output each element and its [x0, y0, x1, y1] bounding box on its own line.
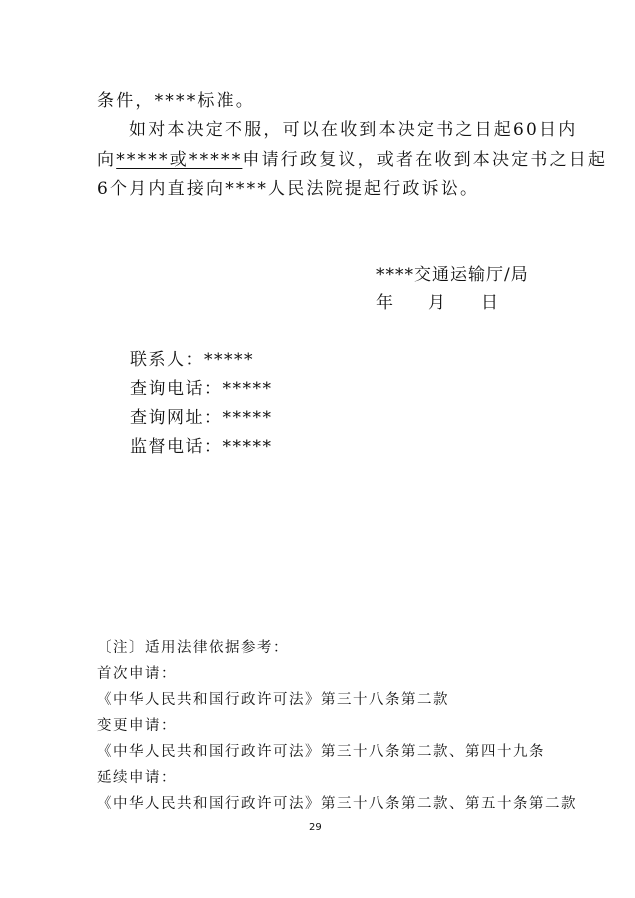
- contact-label: 监督电话：: [130, 437, 223, 457]
- paragraph-line: 如对本决定不服，可以在收到本决定书之日起60日内: [129, 120, 578, 140]
- issuing-authority: ****交通运输厅/局: [376, 265, 529, 285]
- notes-label: 首次申请：: [97, 666, 177, 682]
- paragraph-line: [97, 145, 607, 170]
- contact-line: [130, 432, 273, 457]
- date-line: [0, 288, 635, 312]
- contact-value: *****: [222, 379, 273, 399]
- notes-label: 变更申请：: [97, 718, 177, 734]
- notes-law: 《中华人民共和国行政许可法》第三十八条第二款: [97, 692, 449, 708]
- contact-value: *****: [222, 437, 273, 457]
- contact-label: 查询网址：: [130, 408, 223, 428]
- notes-label: 延续申请：: [97, 770, 177, 786]
- contact-line: [130, 345, 254, 370]
- date-month: 月: [428, 293, 445, 313]
- page-number: 29: [309, 822, 322, 833]
- contact-value: *****: [204, 350, 254, 370]
- paragraph-line: 6个月内直接向****人民法院提起行政诉讼。: [97, 179, 480, 199]
- contact-label: 联系人：: [130, 350, 204, 370]
- date-day: 日: [481, 293, 498, 313]
- contact-line: [130, 374, 273, 399]
- notes-law: 《中华人民共和国行政许可法》第三十八条第二款、第五十条第二款: [97, 796, 577, 812]
- underlined-placeholder: *****或*****: [116, 150, 243, 170]
- text-segment: 向: [97, 150, 117, 170]
- text-segment: 申请行政复议，或者在收到本决定书之日起: [242, 150, 608, 170]
- notes-header: 〔注〕适用法律依据参考：: [97, 640, 289, 656]
- paragraph-line: 条件，****标准。: [97, 91, 255, 111]
- date-year: 年: [376, 293, 393, 313]
- contact-label: 查询电话：: [130, 379, 223, 399]
- contact-line: [130, 403, 273, 428]
- contact-value: *****: [222, 408, 273, 428]
- notes-law: 《中华人民共和国行政许可法》第三十八条第二款、第四十九条: [97, 744, 545, 760]
